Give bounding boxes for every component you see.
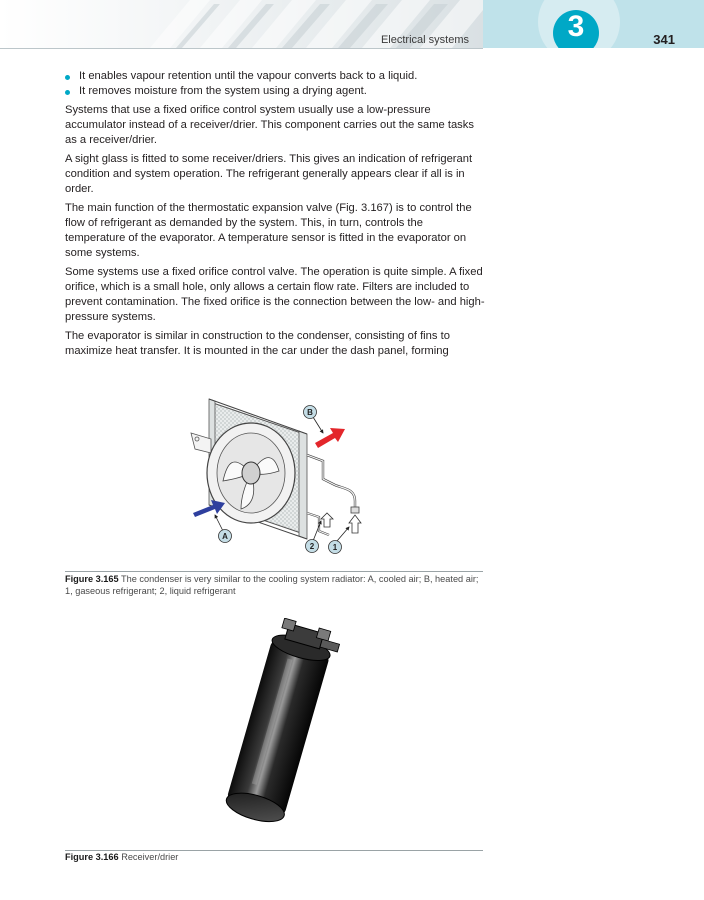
gaseous-flow-arrow	[349, 515, 361, 533]
bullet-icon	[65, 75, 70, 80]
figure-label: Figure 3.165	[65, 574, 119, 584]
receiver-drier-photo	[196, 618, 356, 833]
bullet-item: It removes moisture from the system using a drying agent.	[65, 84, 485, 99]
inlet-fitting	[282, 618, 296, 631]
condenser-illustration	[183, 393, 383, 557]
heated-air-arrow	[315, 428, 345, 448]
bullet-item: It enables vapour retention until the vapour converts back to a liquid.	[65, 69, 485, 84]
label-1	[329, 541, 342, 554]
chapter-number: 3	[567, 10, 585, 43]
chapter-badge	[553, 10, 599, 48]
bullet-icon	[65, 90, 70, 95]
section-title: Electrical systems	[380, 34, 469, 46]
figure-caption	[65, 851, 485, 863]
svg-text:A: A	[222, 532, 228, 541]
mounting-bracket	[191, 433, 211, 453]
figure-caption	[65, 573, 485, 597]
caption-text: Receiver/drier	[121, 852, 179, 862]
page-number: 341	[653, 32, 675, 47]
paragraph: The evaporator is similar in construction to the condenser, consisting of fins to maximize heat transfer. It is mounted in the car under the dash panel, forming	[65, 330, 450, 357]
label-2	[306, 540, 319, 553]
drier-cylinder	[226, 640, 329, 816]
liquid-flow-arrow	[321, 513, 333, 527]
bullet-list	[65, 69, 485, 99]
paragraph: A sight glass is fitted to some receiver/driers. This gives an indication of refrigerant condition and system operation. The refrigerant generally appears clear if all is in order.	[65, 153, 473, 195]
label-b	[304, 406, 317, 419]
caption-rule	[65, 571, 483, 572]
caption-text: The condenser is very similar to the cooling system radiator: A, cooled air; B, heated air; 1, gaseous refrigerant; 2, liquid refrigerant	[65, 574, 479, 596]
svg-text:1: 1	[332, 543, 338, 552]
svg-text:B: B	[307, 408, 313, 417]
paragraph: Systems that use a fixed orifice control system usually use a low-pressure accumulator instead of a receiver/drier. This component carries out the same tasks as a receiver/drier.	[65, 104, 474, 146]
header-rule	[0, 48, 483, 49]
svg-text:2: 2	[309, 542, 315, 551]
paragraph: The main function of the thermostatic expansion valve (Fig. 3.167) is to control the flow of refrigerant as demanded by the system. This, in turn, controls the temperature of the evaporator. A temperature sensor is fitted in the evaporator on some systems.	[65, 202, 472, 259]
label-a	[219, 530, 232, 543]
pipe-fitting	[351, 507, 359, 513]
body-text	[65, 69, 485, 359]
figure-label: Figure 3.166	[65, 852, 119, 862]
paragraph: Some systems use a fixed orifice control valve. The operation is quite simple. A fixed orifice, which is a small hole, only allows a certain flow rate. Filters are included to prevent contamination. The fixed orifice is the connection between the low- and high-pressure systems.	[65, 266, 485, 323]
